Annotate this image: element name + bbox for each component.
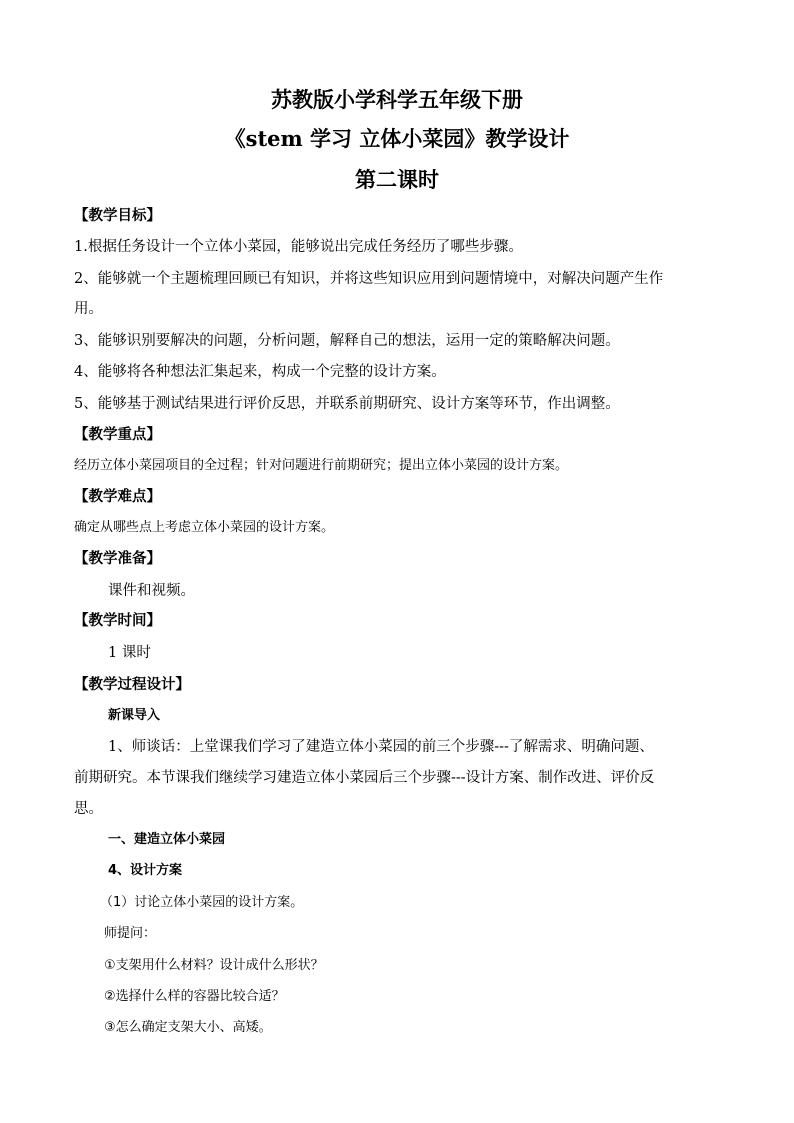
time-text: 1 课时 bbox=[108, 645, 151, 661]
intro-line-1: 1、师谈话：上堂课我们学习了建造立体小菜园的前三个步骤---了解需求、明确问题、 bbox=[108, 739, 654, 755]
document-title-line3: 第二课时 bbox=[355, 167, 439, 192]
key-points-text: 经历立体小菜园项目的全过程；针对问题进行前期研究；提出立体小菜园的设计方案。 bbox=[74, 458, 569, 473]
objective-item-4: 4、能够将各种想法汇集起来，构成一个完整的设计方案。 bbox=[74, 364, 446, 380]
objective-item-1: 1.根据任务设计一个立体小菜园，能够说出完成任务经历了哪些步骤。 bbox=[74, 239, 523, 255]
section1-title: 一、建造立体小菜园 bbox=[108, 832, 226, 847]
document-title-line2: 《stem 学习 立体小菜园》教学设计 bbox=[224, 126, 570, 151]
question-1: ①支架用什么材料？设计成什么形状？ bbox=[104, 958, 324, 973]
process-heading: 【教学过程设计】 bbox=[74, 676, 190, 693]
objective-item-3: 3、能够识别要解决的问题，分析问题，解释自己的想法，运用一定的策略解决问题。 bbox=[74, 333, 620, 349]
objectives-heading: 【教学目标】 bbox=[74, 207, 161, 224]
preparation-text: 课件和视频。 bbox=[108, 583, 195, 599]
objective-item-2-cont: 用。 bbox=[74, 301, 103, 317]
objective-item-2: 2、能够就一个主题梳理回顾已有知识，并将这些知识应用到问题情境中，对解决问题产生作 bbox=[74, 271, 664, 287]
difficulties-heading: 【教学难点】 bbox=[74, 488, 161, 505]
question-3: ③怎么确定支架大小、高矮。 bbox=[104, 1020, 272, 1035]
intro-line-2: 前期研究。本节课我们继续学习建造立体小菜园后三个步骤---设计方案、制作改进、评价反 bbox=[74, 770, 655, 786]
question-2: ②选择什么样的容器比较合适？ bbox=[104, 989, 285, 1004]
preparation-heading: 【教学准备】 bbox=[74, 550, 161, 567]
teacher-ask: 师提问： bbox=[104, 926, 157, 941]
discussion-text: （1）讨论立体小菜园的设计方案。 bbox=[100, 895, 304, 910]
key-points-heading: 【教学重点】 bbox=[74, 426, 161, 443]
difficulties-text: 确定从哪些点上考虑立体小菜园的设计方案。 bbox=[74, 520, 335, 535]
document-title-line1: 苏教版小学科学五年级下册 bbox=[271, 87, 523, 112]
intro-title: 新课导入 bbox=[108, 708, 161, 723]
objective-item-5: 5、能够基于测试结果进行评价反思，并联系前期研究、设计方案等环节，作出调整。 bbox=[74, 396, 620, 412]
intro-line-3: 思。 bbox=[74, 801, 103, 817]
time-heading: 【教学时间】 bbox=[74, 612, 161, 629]
section1-sub-title: 4、设计方案 bbox=[108, 863, 183, 878]
